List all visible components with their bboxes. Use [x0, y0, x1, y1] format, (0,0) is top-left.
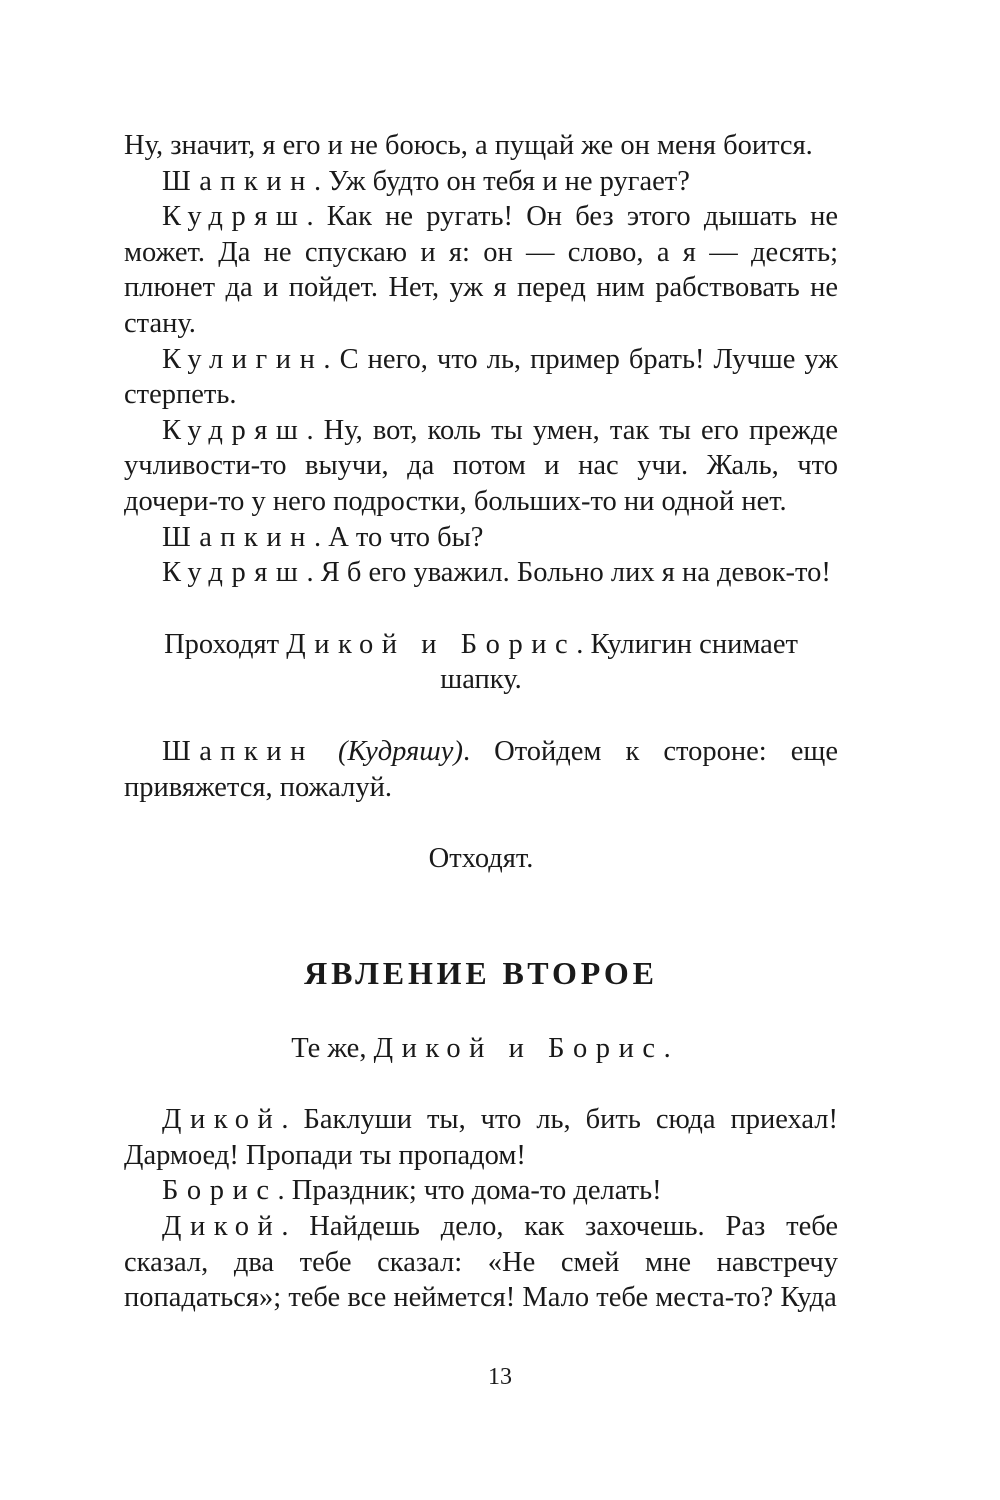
stage-direction: [124, 627, 838, 698]
dialogue-line: [124, 520, 838, 556]
speaker-name: Кудряш: [162, 201, 307, 233]
character-name: Борис: [548, 1032, 664, 1064]
stage-direction: Отходят.: [428, 843, 534, 875]
paragraph-text: Ну, значит, я его и не боюсь, а пущай же он меня боится.: [124, 130, 813, 161]
paragraph-continuation: [124, 128, 838, 164]
stage-text: Проходят: [164, 628, 287, 660]
character-name: Дикой: [373, 1032, 493, 1064]
speaker-name: Дикой: [162, 1211, 282, 1243]
stage-remark: (Кудряшу): [337, 735, 463, 767]
dialogue-text: . Как не ругать! Он без этого дышать не может. Да не спускаю и я: он — слово, а я — десять; плюнет да и пойдет. Нет, уж я перед ним рабствовать не стану.: [124, 201, 838, 339]
stage-text: .: [663, 1032, 671, 1064]
dialogue-line: [124, 199, 838, 341]
speaker-name: Шапкин: [162, 735, 314, 767]
dialogue-line: [124, 1102, 838, 1173]
page-body: [124, 128, 838, 1316]
dialogue-line: [124, 555, 838, 591]
dialogue-line: [124, 164, 838, 200]
speaker-name: Кудряш: [162, 414, 307, 446]
dialogue-text: . А то что бы?: [313, 521, 484, 553]
speaker-name: Дикой: [162, 1104, 282, 1136]
scene-cast: [124, 1031, 838, 1067]
dialogue-line: [124, 734, 838, 805]
stage-text: и: [492, 1032, 549, 1064]
dialogue-text: . Найдешь дело, как захочешь. Раз тебе сказал, два тебе сказал: «Не смей мне навстречу попадаться»; тебе все неймется! Мало тебе места-то? Куда: [124, 1211, 838, 1314]
character-name: Дикой: [286, 628, 406, 660]
dialogue-line: [124, 413, 838, 520]
dialogue-text: . С него, что ль, пример брать! Лучше уж стерпеть.: [124, 343, 838, 411]
speaker-name: Борис: [162, 1175, 278, 1207]
speaker-name: Кулигин: [162, 343, 324, 375]
dialogue-text: . Баклуши ты, что ль, бить сюда приехал! Дармоед! Пропади ты пропадом!: [124, 1104, 838, 1171]
speaker-name: Шапкин: [162, 165, 314, 197]
dialogue-text: . Праздник; что дома-то делать!: [277, 1175, 662, 1207]
dialogue-text: . Отойдем к стороне: еще привяжется, пожалуй.: [124, 735, 838, 803]
speaker-name: Кудряш: [162, 557, 307, 589]
character-name: Борис: [460, 628, 577, 660]
speaker-name: Шапкин: [162, 521, 314, 553]
dialogue-text: . Уж будто он тебя и не ругает?: [313, 165, 690, 197]
dialogue-line: [124, 342, 838, 413]
dialogue-line: [124, 1209, 838, 1316]
dialogue-text: . Я б его уважил. Больно лих я на девок-то!: [306, 557, 831, 589]
stage-text: и: [405, 628, 461, 660]
scene-title: ЯВЛЕНИЕ ВТОРОЕ: [304, 954, 658, 991]
page-number: 13: [488, 1364, 512, 1390]
stage-text: Те же,: [291, 1032, 374, 1064]
stage-text: . Кулигин снимает шапку.: [440, 628, 798, 696]
dialogue-text: . Ну, вот, коль ты умен, так ты его прежде учливости-то выучи, да потом и нас учи. Жаль, что дочери-то у него подростки, больших-то ни одной нет.: [124, 414, 838, 517]
dialogue-line: [124, 1173, 838, 1209]
